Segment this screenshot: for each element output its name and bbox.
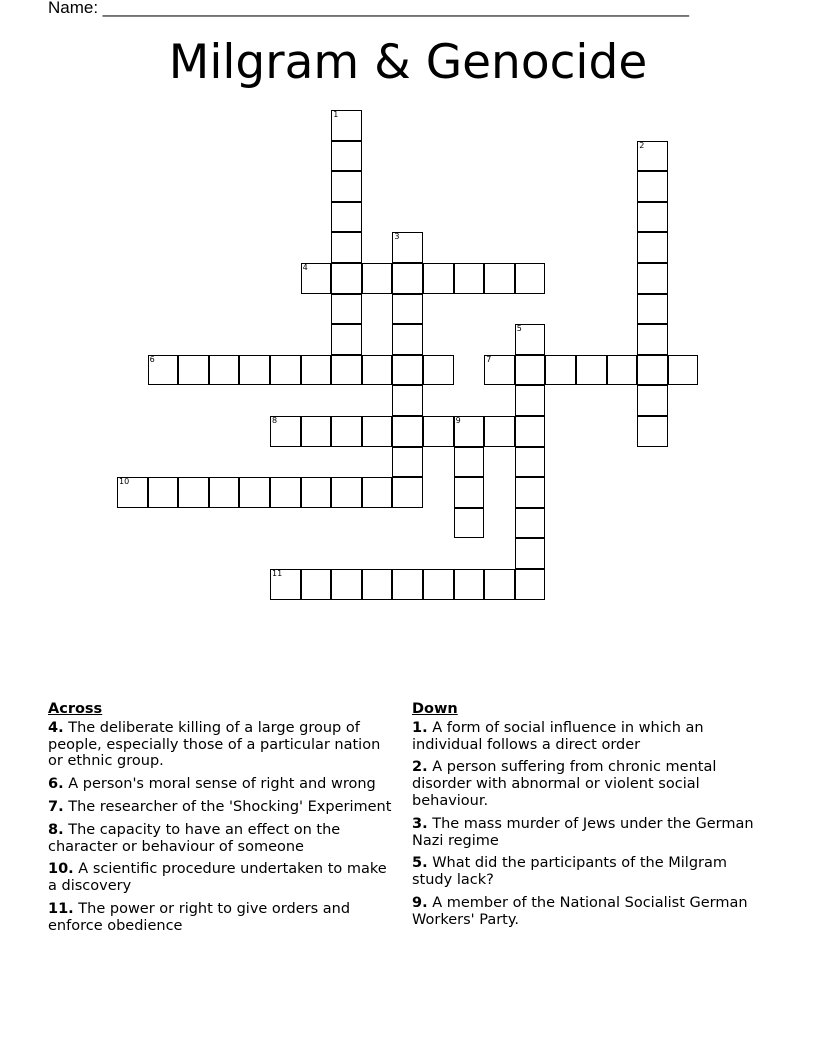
clue-number: 8.: [48, 821, 64, 838]
down-clue: [412, 720, 762, 754]
grid-cell[interactable]: [637, 294, 668, 325]
grid-cell[interactable]: [331, 110, 362, 141]
grid-cell[interactable]: [484, 355, 515, 386]
clue-text: The capacity to have an effect on the character or behaviour of someone: [48, 821, 341, 855]
grid-cell[interactable]: [392, 477, 423, 508]
grid-cell[interactable]: [148, 477, 179, 508]
clue-number: 6: [149, 354, 155, 364]
clue-number: 1.: [412, 719, 428, 736]
across-clue: [48, 822, 393, 856]
clue-number: 11: [272, 569, 283, 578]
down-clue: [412, 855, 762, 889]
grid-cell[interactable]: [392, 324, 423, 355]
grid-cell[interactable]: [515, 385, 546, 416]
clue-number: 4.: [48, 719, 64, 736]
grid-cell[interactable]: [148, 355, 179, 386]
grid-cell[interactable]: [423, 355, 454, 386]
clue-text: What did the participants of the Milgram study lack?: [412, 855, 728, 889]
grid-cell[interactable]: [239, 355, 270, 386]
grid-cell[interactable]: [484, 263, 515, 294]
down-heading: Down: [412, 701, 458, 717]
clue-number: 3.: [412, 815, 428, 832]
grid-cell[interactable]: [484, 416, 515, 447]
grid-cell[interactable]: [209, 355, 240, 386]
across-heading: Across: [48, 701, 103, 717]
grid-cell[interactable]: [301, 263, 332, 294]
clue-number: 5.: [412, 855, 428, 872]
grid-cell[interactable]: [178, 355, 209, 386]
clue-number: 7: [486, 354, 492, 364]
clue-number: 9: [455, 416, 461, 425]
grid-cell[interactable]: [515, 355, 546, 386]
grid-cell[interactable]: [515, 324, 546, 355]
grid-cell[interactable]: [331, 477, 362, 508]
grid-cell[interactable]: [392, 416, 423, 447]
clue-number: 10: [119, 477, 130, 487]
puzzle-title: Milgram & Genocide: [168, 35, 648, 90]
clue-number: 2: [639, 140, 645, 150]
grid-cell[interactable]: [454, 569, 485, 600]
grid-cell[interactable]: [607, 355, 638, 386]
down-clue: [412, 759, 762, 809]
grid-cell[interactable]: [515, 569, 546, 600]
grid-cell[interactable]: [392, 569, 423, 600]
grid-cell[interactable]: [454, 447, 485, 478]
across-clue: [48, 901, 393, 935]
grid-cell[interactable]: [301, 569, 332, 600]
clue-text: A person's moral sense of right and wrong: [68, 776, 376, 793]
grid-cell[interactable]: [331, 202, 362, 233]
name-field[interactable]: Name: ______________________________________________________________: [48, 0, 689, 17]
grid-cell[interactable]: [362, 263, 393, 294]
grid-cell[interactable]: [392, 232, 423, 263]
clue-number: 1: [333, 110, 339, 119]
grid-cell[interactable]: [515, 263, 546, 294]
grid-cell[interactable]: [423, 416, 454, 447]
across-clues: [48, 701, 393, 941]
grid-cell[interactable]: [331, 141, 362, 172]
clue-number: 11.: [48, 900, 74, 917]
grid-cell[interactable]: [454, 416, 485, 447]
grid-cell[interactable]: [301, 477, 332, 508]
grid-cell[interactable]: [515, 508, 546, 539]
grid-cell[interactable]: [392, 294, 423, 325]
grid-cell[interactable]: [331, 569, 362, 600]
grid-cell[interactable]: [454, 263, 485, 294]
clue-number: 7.: [48, 798, 64, 815]
grid-cell[interactable]: [637, 324, 668, 355]
grid-cell[interactable]: [331, 232, 362, 263]
clue-text: The power or right to give orders and enforce obedience: [48, 900, 351, 934]
grid-cell[interactable]: [637, 171, 668, 202]
grid-cell[interactable]: [270, 416, 301, 447]
grid-cell[interactable]: [545, 355, 576, 386]
clue-number: 10.: [48, 861, 74, 878]
grid-cell[interactable]: [362, 569, 393, 600]
grid-cell[interactable]: [331, 171, 362, 202]
grid-cell[interactable]: [392, 385, 423, 416]
grid-cell[interactable]: [270, 355, 301, 386]
across-clue: [48, 776, 393, 793]
grid-cell[interactable]: [637, 202, 668, 233]
grid-cell[interactable]: [362, 416, 393, 447]
down-clue: [412, 816, 762, 850]
grid-cell[interactable]: [331, 324, 362, 355]
grid-cell[interactable]: [239, 477, 270, 508]
grid-cell[interactable]: [362, 355, 393, 386]
grid-cell[interactable]: [331, 355, 362, 386]
grid-cell[interactable]: [270, 569, 301, 600]
grid-cell[interactable]: [668, 355, 699, 386]
grid-cell[interactable]: [637, 416, 668, 447]
clue-number: 4: [302, 263, 308, 272]
grid-cell[interactable]: [637, 385, 668, 416]
clue-number: 3: [394, 232, 400, 242]
grid-cell[interactable]: [301, 355, 332, 386]
grid-cell[interactable]: [454, 508, 485, 539]
grid-cell[interactable]: [301, 416, 332, 447]
grid-cell[interactable]: [576, 355, 607, 386]
grid-cell[interactable]: [484, 569, 515, 600]
grid-cell[interactable]: [117, 477, 148, 508]
clue-text: A person suffering from chronic mental disorder with abnormal or violent social behaviour.: [412, 759, 717, 809]
grid-cell[interactable]: [515, 538, 546, 569]
clue-text: The mass murder of Jews under the German Nazi regime: [412, 815, 754, 849]
down-clue: [412, 895, 762, 929]
grid-cell[interactable]: [209, 477, 240, 508]
grid-cell[interactable]: [515, 477, 546, 508]
grid-cell[interactable]: [454, 477, 485, 508]
grid-cell[interactable]: [637, 232, 668, 263]
clue-text: A member of the National Socialist German Workers' Party.: [412, 894, 748, 928]
clue-text: A form of social influence in which an individual follows a direct order: [412, 719, 704, 753]
grid-cell[interactable]: [392, 263, 423, 294]
grid-cell[interactable]: [637, 263, 668, 294]
clue-number: 6.: [48, 776, 64, 793]
across-clue: [48, 861, 393, 895]
clue-number: 9.: [412, 894, 428, 911]
grid-cell[interactable]: [515, 447, 546, 478]
clue-text: A scientific procedure undertaken to make a discovery: [48, 861, 387, 895]
grid-cell[interactable]: [362, 477, 393, 508]
clue-number: 2.: [412, 759, 428, 776]
grid-cell[interactable]: [423, 263, 454, 294]
grid-cell[interactable]: [392, 355, 423, 386]
grid-cell[interactable]: [392, 447, 423, 478]
grid-cell[interactable]: [331, 294, 362, 325]
grid-cell[interactable]: [423, 569, 454, 600]
grid-cell[interactable]: [270, 477, 301, 508]
across-clue: [48, 799, 393, 816]
down-clues: [412, 701, 762, 935]
grid-cell[interactable]: [637, 141, 668, 172]
grid-cell[interactable]: [515, 416, 546, 447]
grid-cell[interactable]: [178, 477, 209, 508]
clue-number: 8: [272, 416, 278, 425]
clue-text: The researcher of the 'Shocking' Experiment: [68, 798, 392, 815]
grid-cell[interactable]: [637, 355, 668, 386]
across-clue: [48, 720, 393, 770]
clue-text: The deliberate killing of a large group of people, especially those of a particular nation or ethnic group.: [48, 719, 381, 770]
grid-cell[interactable]: [331, 263, 362, 294]
clue-number: 5: [516, 324, 522, 334]
grid-cell[interactable]: [331, 416, 362, 447]
